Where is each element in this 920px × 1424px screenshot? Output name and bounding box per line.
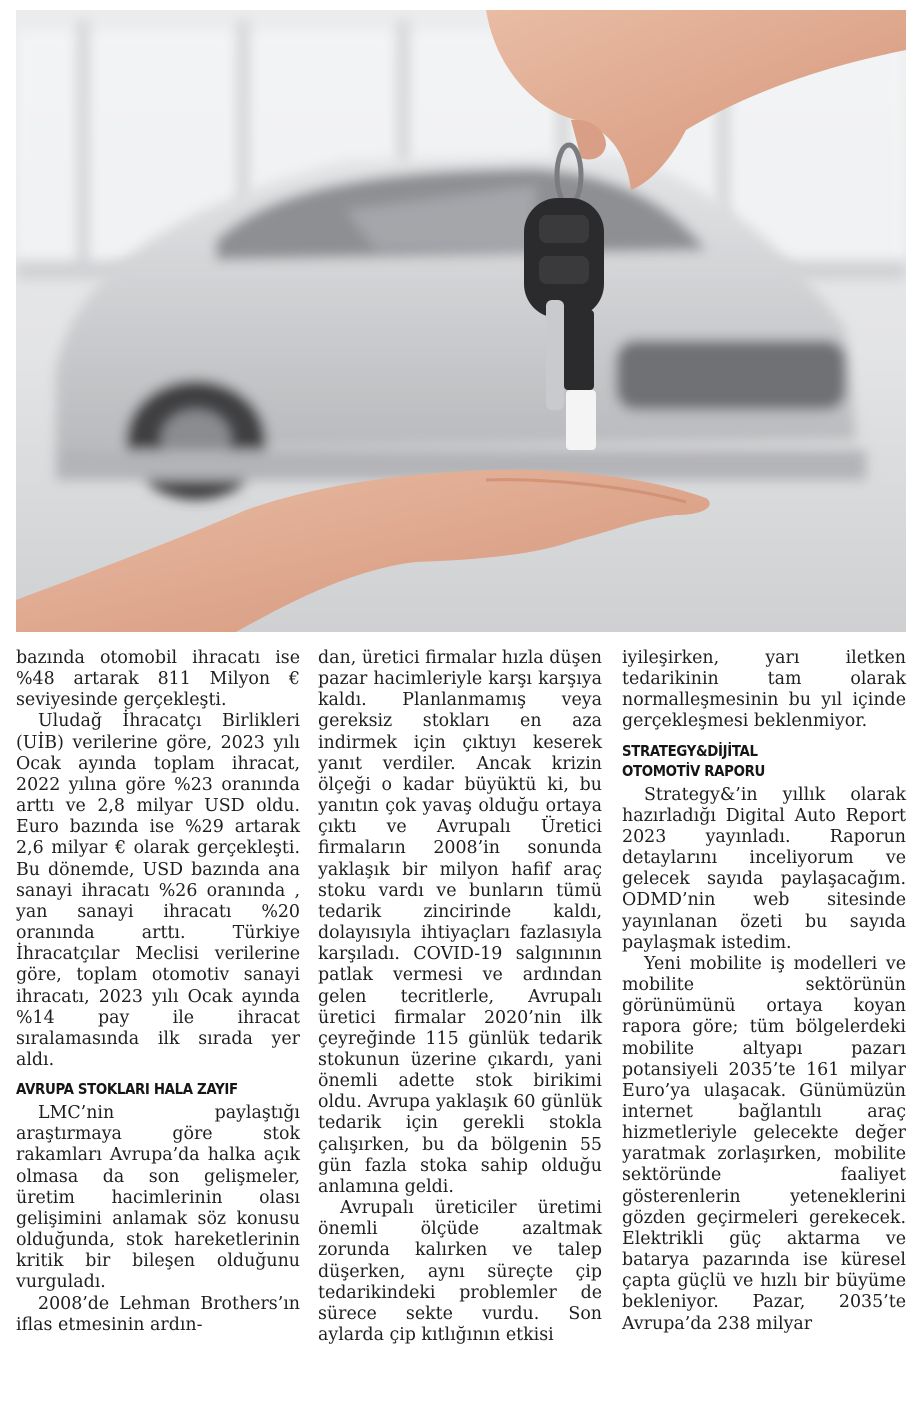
article-photo — [16, 10, 906, 632]
column-3 — [622, 648, 906, 1335]
paragraph: Strategy&’in yıllık olarak hazırladığı Digital Auto Report 2023 yayınladı. Raporun detaylarını inceliyorum ve gelecek sayıda paylaşacağım. ODMD’nin web sitesinde yayınlanan özeti bu sayıda paylaşmak istedim. — [622, 784, 906, 953]
paragraph: 2008’de Lehman Brothers’ın iflas etmesinin ardın- — [16, 1293, 300, 1335]
section-heading: AVRUPA STOKLARI HALA ZAYIF — [16, 1080, 238, 1099]
paragraph: LMC’nin paylaştığı araştırmaya göre stok rakamları Avrupa’da halka açık olmasa da son gelişmeler, üretim hacimlerinin olası gelişimini anlamak söz konusu olduğunda, stok hareketlerinin kritik bir bileşen olduğunu vurguladı. — [16, 1103, 300, 1293]
section-heading-line2: OTOMOTİV RAPORU — [622, 761, 765, 780]
car-key-handover-image — [16, 10, 906, 632]
paragraph: iyileşirken, yarı iletken tedarikinin tam olarak normalleşmesinin bu yıl içinde gerçekleşmesi beklenmiyor. — [622, 648, 906, 732]
paragraph: bazında otomobil ihracatı ise %48 artarak 811 Milyon € seviyesinde gerçekleşti. — [16, 648, 300, 711]
paragraph: dan, üretici firmalar hızla düşen pazar hacimleriyle karşı karşıya kaldı. Planlanmamış veya gereksiz stokları en aza indirmek için çıktıyı keserek yanıt verdiler. Ancak krizin ölçeği o kadar büyüktü ki, bu yanıtın çok yavaş olduğu ortaya çıktı ve Avrupalı Üretici firmaların 2008’in sonunda yaklaşık bir milyon hafif araç stoku vardı ve bunların tümü tedarik zincirinde kaldı, dolayısıyla ihtiyaçları fazlasıyla karşıladı. COVID-19 salgınının patlak vermesi ve ardından gelen tecritlerle, Avrupalı üretici firmalar 2020’nin ilk çeyreğinde 115 günlük tedarik stokunun üzerine çıkardı, yani önemli adette stok birikimi oldu. Avrupa yaklaşık 60 günlük tedarik için gerekli stokla çalışırken, bu da bölgenin 55 gün fazla stoka sahip olduğu anlamına geldi. — [318, 648, 602, 1197]
column-1 — [16, 648, 300, 1336]
column-2 — [318, 648, 602, 1346]
paragraph: Yeni mobilite iş modelleri ve mobilite sektörünün görünümünü ortaya koyan rapora göre; tüm bölgelerdeki mobilite altyapı pazarı potansiyeli 2035’te 161 milyar Euro’ya ulaşacak. Günümüzün internet bağlantılı araç hizmetleriyle gelecekte değer yaratmak zorlaşırken, mobilite sektöründe faaliyet gösterenlerin yeteneklerini gözden geçirmeleri gerekecek. Elektrikli güç aktarma ve batarya pazarında ise küresel çapta güçlü ve hızlı bir büyüme bekleniyor. Pazar, 2035’te Avrupa’da 238 milyar — [622, 953, 906, 1334]
section-heading-line1: STRATEGY&DİJİTAL — [622, 741, 758, 760]
paragraph: Uludağ İhracatçı Birlikleri (UİB) verilerine göre, 2023 yılı Ocak ayında toplam ihracat, 2022 yılına göre %23 oranında arttı ve 2,8 milyar USD oldu. Euro bazında ise %29 artarak 2,6 milyar € olarak gerçekleşti. Bu dönemde, USD bazında ana sanayi ihracatı %26 oranında , yan sanayi ihracatı %20 oranında arttı. Türkiye İhracatçılar Meclisi verilerine göre, toplam otomotiv sanayi ihracatı, 2023 yılı Ocak ayında %14 pay ile ihracat sıralamasında ilk sırada yer aldı. — [16, 711, 300, 1070]
paragraph: Avrupalı üreticiler üretimi önemli ölçüde azaltmak zorunda kalırken ve talep düşerken, aynı süreçte çip tedarikindeki problemler de sürece sekte vurdu. Son aylarda çip kıtlığının etkisi — [318, 1198, 602, 1345]
